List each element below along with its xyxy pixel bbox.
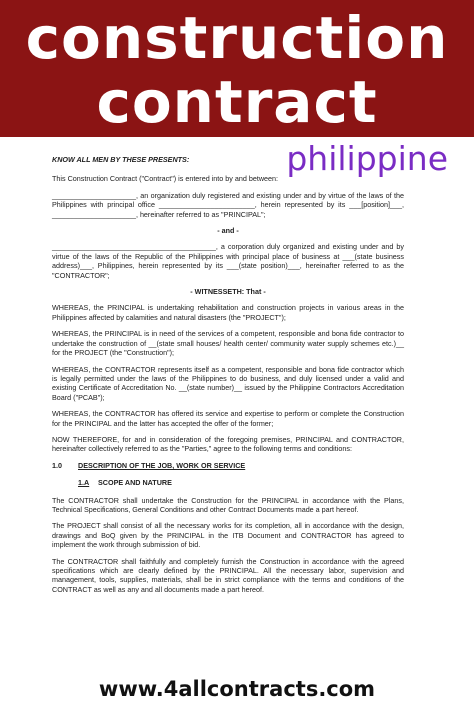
doc-witnesseth: - WITNESSETH: That -: [190, 287, 266, 297]
banner-title-line-1: construction: [25, 4, 449, 72]
doc-whereas-3: WHEREAS, the CONTRACTOR represents itself as a competent, responsible and bona fide contractor which is legally permitted under the laws of the Philippines to do business, and duly licensed under a valid and existing Certificate of Accreditation No. __(state number)__ issued by the Philippine Contractors Accreditation Board ("PCAB");: [52, 364, 404, 402]
doc-whereas-2: WHEREAS, the PRINCIPAL is in need of the services of a competent, responsible and bona fide contractor to undertake the construction of __(state small houses/ health center/ community water supply schemes etc.)__ for the PROJECT (the "Construction");: [52, 329, 404, 358]
section-number: 1.0: [52, 460, 62, 470]
subsection-heading: [78, 478, 404, 487]
doc-intro: This Construction Contract ("Contract") is entered into by and between:: [52, 174, 279, 184]
doc-heading: KNOW ALL MEN BY THESE PRESENTS:: [52, 155, 190, 164]
doc-paragraph-1: The CONTRACTOR shall undertake the Construction for the PRINCIPAL in accordance with the Plans, Technical Specifications, General Conditions and other Contract Documents made a part hereof.: [52, 495, 404, 514]
section-title: DESCRIPTION OF THE JOB, WORK OR SERVICE: [78, 460, 246, 470]
section-heading: [52, 461, 404, 470]
subsection-title: SCOPE AND NATURE: [98, 478, 172, 488]
doc-whereas-4: WHEREAS, the CONTRACTOR has offered its service and expertise to perform or complete the Construction for the PRINCIPAL and the latter has accepted the offer of the former;: [52, 409, 404, 428]
subsection-number: 1.A: [78, 478, 90, 488]
doc-principal-paragraph: _____________________, an organization duly registered and existing under and by virtue of the laws of the Philippines with principal office ________________________, herein represented by its ___[position]___, _____________________, hereinafter referred to as "PRINCIPAL";: [52, 190, 404, 219]
contract-document-preview: [52, 155, 404, 601]
doc-whereas-1: WHEREAS, the PRINCIPAL is undertaking rehabilitation and construction projects in various areas in the Philippines affected by calamities and natural disasters (the "PROJECT");: [52, 303, 404, 322]
doc-now-therefore: NOW THEREFORE, for and in consideration of the foregoing premises, PRINCIPAL and CONTRACTOR, hereinafter collectively referred to as the "Parties," agree to the following terms and conditions:: [52, 434, 404, 454]
doc-and: - and -: [217, 226, 239, 236]
banner-title-line-2: contract: [96, 68, 378, 136]
doc-paragraph-2: The PROJECT shall consist of all the necessary works for its completion, all in accordance with the design, drawings and BoQ given by the PRINCIPAL in the ITB Document and CONTRACTOR has agreed to implement the work through submission of bid.: [52, 521, 404, 550]
title-banner: [0, 0, 474, 137]
subtitle-philippine: philippine: [286, 139, 448, 178]
doc-paragraph-3: The CONTRACTOR shall faithfully and completely furnish the Construction in accordance with the agreed specifications which are clearly defined by the PRINCIPAL. All the necessary labor, supervision and management, tools, supplies, materials, shall be in strict compliance with the terms and conditions of the CONTRACT as well as any and all documents made a part hereof.: [52, 556, 404, 594]
doc-contractor-paragraph: _________________________________________, a corporation duly organized and existing under and by virtue of the laws of the Republic of the Philippines with principal place of business at ___(state business address)___, Philippines, herein represented by its ___(state position)___, hereinafter referred to as the "CONTRACTOR";: [52, 242, 404, 280]
website-url: www.4allcontracts.com: [98, 677, 376, 701]
